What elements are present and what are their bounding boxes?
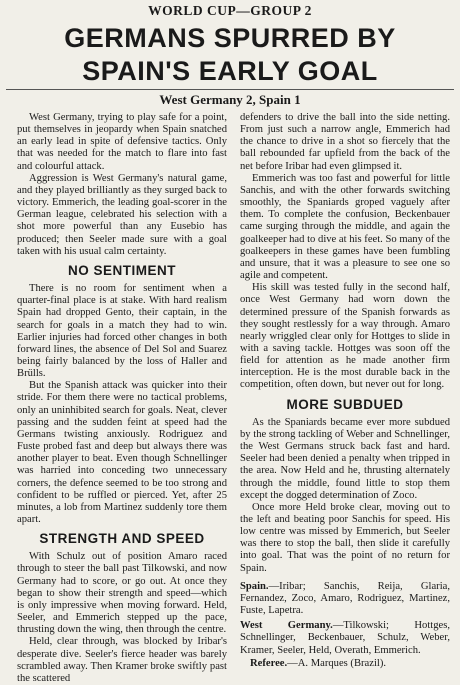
article-paragraph: His skill was tested fully in the second half, once West Germany had worn down the determined pressure of the Spanish forwards as they sought restlessly for a way through. Amaro nearly wriggled clear only for Hottges to slide in with a saving tackle. Hottges was soon off the field for attention as he made another firm interception. He is the most durable back in the competition, often down, but never out for long. [240, 282, 450, 391]
referee-label: Referee. [250, 657, 288, 669]
article-paragraph: West Germany, trying to play safe for a point, put themselves in jeopardy when Spain snatched an early lead in spite of defensive tactics. Only that was needed for the match to flare into fast and colourful attack. [17, 112, 227, 172]
subheading-no-sentiment: NO SENTIMENT [67, 262, 176, 278]
referee-name: —A. Marques (Brazil). [287, 657, 387, 669]
referee-line [240, 658, 450, 670]
team-name-spain: Spain. [240, 580, 269, 592]
article-paragraph: Held, clear through, was blocked by Iribar's desperate dive. Seeler's fierce header was barely scrambled away. Then Kramer broke swiftly past the scattered [17, 636, 227, 684]
subheading-more-subdued: MORE SUBDUED [286, 396, 404, 412]
headline [0, 22, 460, 88]
lineup-west-germany [240, 620, 450, 656]
article-paragraph: defenders to drive the ball into the side netting. From just such a narrow angle, Emmerich had the chance to drive in a shot so fiercely that the ball rebounded far upfield from the back of the net before Iribar had even glimpsed it. [240, 112, 450, 172]
players-spain: —Iribar; Sanchis, Reija, Glaria, Fernandez, Zoco, Amaro, Rodriguez, Martinez, Fuste, Lapetra. [240, 580, 450, 617]
team-name-west-germany: West Germany. [240, 620, 333, 632]
article-paragraph: Aggression is West Germany's natural game, and they played brilliantly as they surged back to victory. Emmerich, the leading goal-scorer in the German league, celebrated his selection with a shot more powerful than any Eusebio has produced; then Seeler made sure with a goal taken with his usual calm certainty. [17, 172, 227, 257]
article-paragraph: With Schulz out of position Amaro raced through to steer the ball past Tilkowski, and now Germany had to score, or go out. At once they began to show their strength and speed—which is only impressive when moving forward. Held, Seeler, and Emmerich stepped up the pace, thrusting down the wing, then through the centre. [17, 551, 227, 636]
article-paragraph: Once more Held broke clear, moving out to the left and beating poor Sanchis for speed. His low centre was missed by Emmerich, but Seeler was there to stop the ball, then slide it carefully into goal. That was the point of no return for Spain. [240, 501, 450, 574]
headline-line-1: GERMANS SPURRED BY [64, 23, 396, 53]
article-paragraph: As the Spaniards became ever more subdued by the strong tackling of Weber and Schnellinger, the West Germans struck back fast and hard. Seeler had been denied a penalty when tripped in the area. Now Held and he, thrusting alternately through the middle, found little to stop them except the dogged determination of Zoco. [240, 416, 450, 501]
lineup-spain [240, 581, 450, 617]
section-kicker: WORLD CUP—GROUP 2 [148, 3, 312, 18]
article-paragraph: But the Spanish attack was quicker into their stride. For them there were no tactical problems, only an uninhibited search for goals. Neat, clever passing and the sudden feint at speed had the Germans twisting anxiously. Rodriguez and Fuste probed fast and deep but always there was another player to beat. Even though Schnellinger was harried into conceding two unnecessary corners, the defence seemed to be too strong and confident to be ruffled or pierced. Yet, after 25 minutes, a lob from Martinez suddenly tore them apart. [17, 380, 227, 525]
headline-line-2: SPAIN'S EARLY GOAL [82, 56, 378, 86]
score-line: West Germany 2, Spain 1 [159, 92, 301, 107]
headline-rule [6, 89, 454, 90]
article-paragraph: There is no room for sentiment when a quarter-final place is at stake. With hard realism Spain had dropped Gento, their captain, in the search for goals in a match they had to win. Earlier injuries had forced other changes in both forward lines, the absence of Del Sol and Suarez being fairly balanced by the loss of Haller and Brülls. [17, 283, 227, 380]
article-paragraph: Emmerich was too fast and powerful for little Sanchis, and with the other forwards switching smoothly, the Spaniards groped vaguely after them. To complete the confusion, Beckenbauer came surging through the middle, and again the goalkeeper had to dive at his feet. So many of the goalkeepers in these games have been fumbling and unsure, that it was a pleasure to see one so agile and competent. [240, 172, 450, 282]
players-west-germany: —Tilkowski; Hottges, Schnellinger, Beckenbauer, Schulz, Weber, Kramer, Seeler, Held, Overath, Emmerich. [240, 620, 450, 656]
left-column [17, 112, 227, 685]
subheading-strength-and-speed: STRENGTH AND SPEED [39, 531, 205, 547]
right-column [240, 112, 450, 670]
